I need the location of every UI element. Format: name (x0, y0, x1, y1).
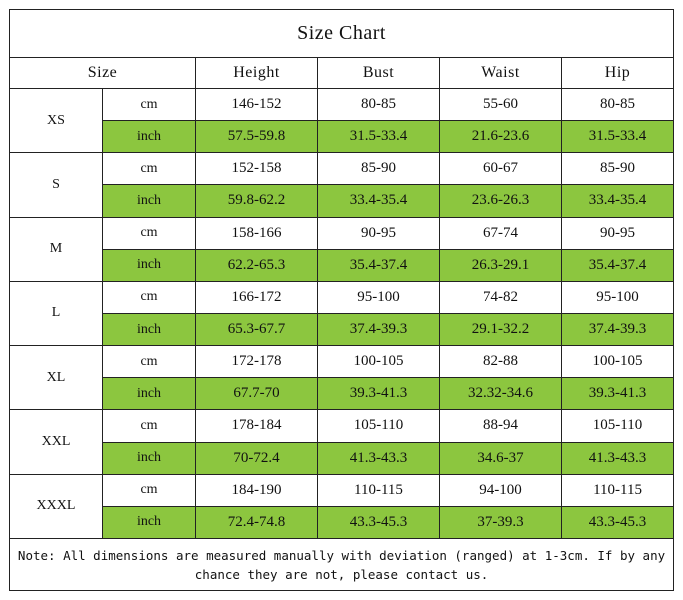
size-label: XXXL (10, 474, 103, 538)
table-row (10, 281, 674, 313)
table-cell-bust-cm: 95-100 (318, 281, 440, 313)
table-cell-bust-inch: 31.5-33.4 (318, 121, 440, 153)
table-cell-waist-cm: 60-67 (440, 153, 562, 185)
size-chart-body (10, 89, 674, 539)
table-row (10, 153, 674, 185)
table-cell-hip-inch: 31.5-33.4 (562, 121, 674, 153)
unit-inch: inch (103, 313, 196, 345)
table-cell-bust-inch: 33.4-35.4 (318, 185, 440, 217)
table-cell-hip-inch: 37.4-39.3 (562, 313, 674, 345)
table-cell-waist-cm: 88-94 (440, 410, 562, 442)
table-cell-hip-cm: 95-100 (562, 281, 674, 313)
table-cell-waist-cm: 74-82 (440, 281, 562, 313)
table-row (10, 506, 674, 538)
table-cell-hip-inch: 39.3-41.3 (562, 378, 674, 410)
table-cell-bust-cm: 80-85 (318, 89, 440, 121)
table-cell-waist-cm: 94-100 (440, 474, 562, 506)
table-cell-hip-inch: 35.4-37.4 (562, 249, 674, 281)
size-label: XS (10, 89, 103, 153)
table-cell-waist-inch: 26.3-29.1 (440, 249, 562, 281)
unit-cm: cm (103, 410, 196, 442)
table-cell-height-cm: 152-158 (196, 153, 318, 185)
table-row (10, 249, 674, 281)
table-cell-waist-inch: 29.1-32.2 (440, 313, 562, 345)
table-cell-hip-inch: 33.4-35.4 (562, 185, 674, 217)
table-row (10, 185, 674, 217)
table-cell-bust-cm: 110-115 (318, 474, 440, 506)
table-row (10, 89, 674, 121)
table-cell-waist-inch: 21.6-23.6 (440, 121, 562, 153)
table-cell-bust-cm: 90-95 (318, 217, 440, 249)
table-cell-hip-cm: 80-85 (562, 89, 674, 121)
table-cell-hip-cm: 85-90 (562, 153, 674, 185)
table-cell-height-inch: 65.3-67.7 (196, 313, 318, 345)
table-cell-height-inch: 62.2-65.3 (196, 249, 318, 281)
table-cell-bust-inch: 35.4-37.4 (318, 249, 440, 281)
unit-inch: inch (103, 378, 196, 410)
unit-inch: inch (103, 121, 196, 153)
table-row (10, 313, 674, 345)
table-row (10, 410, 674, 442)
table-cell-waist-cm: 82-88 (440, 346, 562, 378)
table-row (10, 217, 674, 249)
table-cell-hip-cm: 90-95 (562, 217, 674, 249)
header-hip: Hip (562, 58, 674, 89)
table-cell-bust-cm: 85-90 (318, 153, 440, 185)
table-cell-bust-inch: 41.3-43.3 (318, 442, 440, 474)
table-cell-bust-cm: 100-105 (318, 346, 440, 378)
table-cell-waist-inch: 34.6-37 (440, 442, 562, 474)
table-cell-height-cm: 172-178 (196, 346, 318, 378)
table-cell-height-inch: 67.7-70 (196, 378, 318, 410)
table-cell-bust-inch: 39.3-41.3 (318, 378, 440, 410)
table-row (10, 346, 674, 378)
size-label: S (10, 153, 103, 217)
table-cell-hip-inch: 41.3-43.3 (562, 442, 674, 474)
table-row (10, 442, 674, 474)
unit-inch: inch (103, 185, 196, 217)
header-waist: Waist (440, 58, 562, 89)
chart-title: Size Chart (10, 10, 674, 58)
table-cell-height-cm: 146-152 (196, 89, 318, 121)
table-cell-height-inch: 72.4-74.8 (196, 506, 318, 538)
size-label: L (10, 281, 103, 345)
header-bust: Bust (318, 58, 440, 89)
unit-inch: inch (103, 506, 196, 538)
table-cell-bust-cm: 105-110 (318, 410, 440, 442)
unit-cm: cm (103, 474, 196, 506)
table-cell-waist-cm: 67-74 (440, 217, 562, 249)
unit-inch: inch (103, 249, 196, 281)
unit-cm: cm (103, 346, 196, 378)
size-label: XXL (10, 410, 103, 474)
table-row (10, 474, 674, 506)
table-cell-hip-cm: 110-115 (562, 474, 674, 506)
table-cell-height-cm: 178-184 (196, 410, 318, 442)
unit-cm: cm (103, 281, 196, 313)
measurement-note: Note: All dimensions are measured manually with deviation (ranged) at 1-3cm. If by any chance they are not, please contact us. (10, 539, 674, 591)
unit-cm: cm (103, 217, 196, 249)
unit-cm: cm (103, 153, 196, 185)
table-cell-height-cm: 184-190 (196, 474, 318, 506)
size-label: XL (10, 346, 103, 410)
table-cell-waist-inch: 37-39.3 (440, 506, 562, 538)
header-size: Size (10, 58, 196, 89)
table-cell-hip-cm: 100-105 (562, 346, 674, 378)
table-cell-waist-inch: 32.32-34.6 (440, 378, 562, 410)
unit-cm: cm (103, 89, 196, 121)
table-cell-height-inch: 70-72.4 (196, 442, 318, 474)
unit-inch: inch (103, 442, 196, 474)
table-cell-waist-cm: 55-60 (440, 89, 562, 121)
table-cell-hip-inch: 43.3-45.3 (562, 506, 674, 538)
header-height: Height (196, 58, 318, 89)
table-cell-height-inch: 57.5-59.8 (196, 121, 318, 153)
table-cell-height-cm: 158-166 (196, 217, 318, 249)
table-row (10, 378, 674, 410)
table-cell-height-inch: 59.8-62.2 (196, 185, 318, 217)
table-cell-bust-inch: 37.4-39.3 (318, 313, 440, 345)
table-cell-waist-inch: 23.6-26.3 (440, 185, 562, 217)
size-label: M (10, 217, 103, 281)
size-chart-table (9, 9, 674, 591)
table-cell-bust-inch: 43.3-45.3 (318, 506, 440, 538)
table-cell-hip-cm: 105-110 (562, 410, 674, 442)
table-cell-height-cm: 166-172 (196, 281, 318, 313)
table-row (10, 121, 674, 153)
